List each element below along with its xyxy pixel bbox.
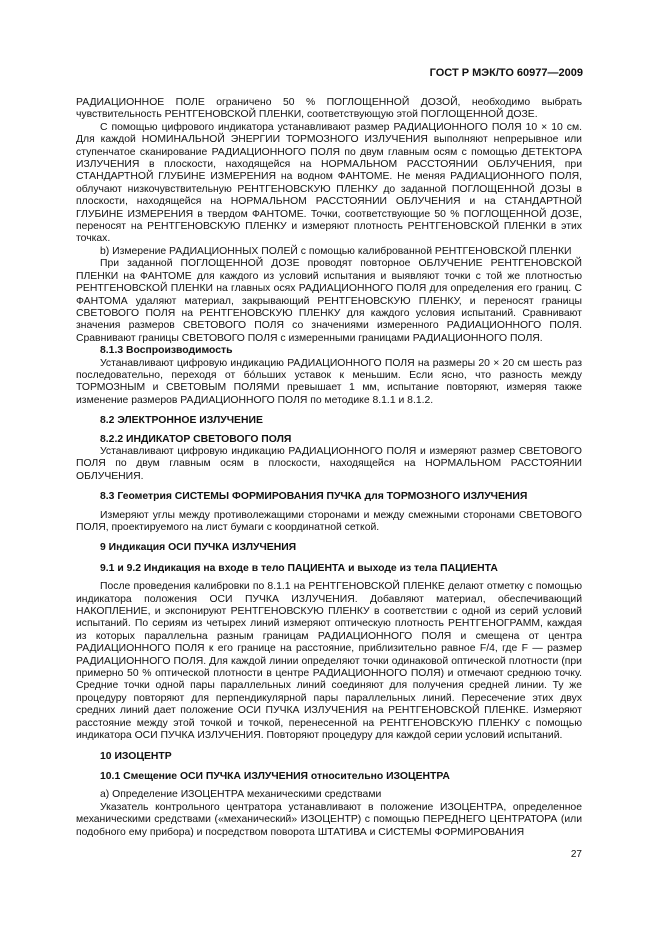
paragraph: РАДИАЦИОННОЕ ПОЛЕ ограничено 50 % ПОГЛОЩЕННОЙ ДОЗОЙ, необходимо выбрать чувствительность РЕНТГЕНОВСКОЙ ПЛЕНКИ, соответствующую этой ПОГЛОЩЕННОЙ ДОЗЕ. xyxy=(76,97,582,121)
document-body xyxy=(76,97,582,839)
standard-header: ГОСТ Р МЭК/ТО 60977—2009 xyxy=(429,67,583,79)
section-heading-8-3: 8.3 Геометрия СИСТЕМЫ ФОРМИРОВАНИЯ ПУЧКА для ТОРМОЗНОГО ИЗЛУЧЕНИЯ xyxy=(100,491,528,503)
paragraph: Устанавливают цифровую индикацию РАДИАЦИОННОГО ПОЛЯ и измеряют размер СВЕТОВОГО ПОЛЯ по двум главным осям в плоскости, находящейся на НОРМАЛЬНОМ РАССТОЯНИИ ОБЛУЧЕНИЯ. xyxy=(76,445,582,482)
paragraph: Указатель контрольного центратора устанавливают в положение ИЗОЦЕНТРА, определенное механическими средствами («механический» ИЗОЦЕНТР) с помощью ПЕРЕДНЕГО ЦЕНТРАТОРА (или подобного ему прибора) и посредством поворота ШТАТИВА и СИСТЕМЫ ФОРМИРОВАНИЯ xyxy=(76,801,582,838)
section-heading-10: 10 ИЗОЦЕНТР xyxy=(100,750,172,762)
paragraph: С помощью цифрового индикатора устанавливают размер РАДИАЦИОННОГО ПОЛЯ 10 × 10 см. Для каждой НОМИНАЛЬНОЙ ЭНЕРГИИ ТОРМОЗНОГО ИЗЛУЧЕНИЯ выполняют непрерывное или ступенчатое сканирование РАДИАЦИОННОГО ПОЛЯ по двум главным осям с помощью ДЕТЕКТОРА ИЗЛУЧЕНИЯ в плоскости, находящейся на НОРМАЛЬНОМ РАССТОЯНИИ ОБЛУЧЕНИЯ, при СТАНДАРТНОЙ ГЛУБИНЕ ИЗМЕРЕНИЯ на водном ФАНТОМЕ. Не меняя РАДИАЦИОННОГО ПОЛЯ, облучают низкочувствительную РЕНТГЕНОВСКУЮ ПЛЕНКУ до заданной ПОГЛОЩЕННОЙ ДОЗЫ в плоскости, находящейся на НОРМАЛЬНОМ РАССТОЯНИИ ОБЛУЧЕНИЯ и на СТАНДАРТНОЙ ГЛУБИНЕ ИЗМЕРЕНИЯ в твердом ФАНТОМЕ. Точки, соответствующие 50 % ПОГЛОЩЕННОЙ ДОЗЕ, переносят на РЕНТГЕНОВСКУЮ ПЛЕНКУ и измеряют плотность РЕНТГЕНОВСКОЙ ПЛЕНКИ в этих точках. xyxy=(76,121,582,245)
section-heading-9: 9 Индикация ОСИ ПУЧКА ИЗЛУЧЕНИЯ xyxy=(100,542,297,554)
paragraph: Устанавливают цифровую индикацию РАДИАЦИОННОГО ПОЛЯ на размеры 20 × 20 см шесть раз последовательно, переходя от бо́льших уставок к меньшим. Если ясно, что разность между ТОРМОЗНЫМ и СВЕТОВЫМ ПОЛЯМИ превышает 1 мм, испытание повторяют, измеряя также изменение размеров РАДИАЦИОННОГО ПОЛЯ по методике 8.1.1 и 8.1.2. xyxy=(76,357,582,406)
list-item-b: b) Измерение РАДИАЦИОННЫХ ПОЛЕЙ с помощью калиброванной РЕНТГЕНОВСКОЙ ПЛЕНКИ xyxy=(100,245,572,257)
section-heading-8-1-3: 8.1.3 Воспроизводимость xyxy=(100,345,233,357)
page-number: 27 xyxy=(570,849,582,860)
paragraph: После проведения калибровки по 8.1.1 на РЕНТГЕНОВСКОЙ ПЛЕНКЕ делают отметку с помощью индикатора положения ОСИ ПУЧКА ИЗЛУЧЕНИЯ. Добавляют материал, обеспечивающий НАКОПЛЕНИЕ, и экспонируют РЕНТГЕНОВСКУЮ ПЛЕНКУ в соответствии с одной из серий условий испытаний. По сериям из четырех линий измеряют оптическую плотность РЕНТГЕНОГРАММ, каждая из которых параллельна разным границам РАДИАЦИОННОГО ПОЛЯ и смещена от центра РАДИАЦИОННОГО ПОЛЯ к его границе на расстояние, приблизительно равное F/4, где F — размер РАДИАЦИОННОГО ПОЛЯ. Для каждой линии определяют точки одинаковой оптической плотности (при примерно 50 % оптической плотности в центре РАДИАЦИОННОГО ПОЛЯ) и отмечают среднюю точку. Средние точки одной пары параллельных линий соединяют для получения средней линии. Ту же процедуру повторяют для перпендикулярной пары параллельных линий. Пересечение этих двух средних линий дает положение ОСИ ПУЧКА ИЗЛУЧЕНИЯ на РЕНТГЕНОВСКОЙ ПЛЕНКЕ. Измеряют расстояние между этой точкой и точкой, перенесенной на РЕНТГЕНОВСКУЮ ПЛЕНКУ с помощью индикатора ОСИ ПУЧКА ИЗЛУЧЕНИЯ. Повторяют процедуру для каждой серии условий испытаний. xyxy=(76,581,582,742)
paragraph: Измеряют углы между противолежащими сторонами и между смежными сторонами СВЕТОВОГО ПОЛЯ, проектируемого на лист бумаги с координатной сеткой. xyxy=(76,509,582,533)
section-heading-8-2-2: 8.2.2 ИНДИКАТОР СВЕТОВОГО ПОЛЯ xyxy=(100,433,292,445)
list-item-a: а) Определение ИЗОЦЕНТРА механическими средствами xyxy=(100,789,382,801)
paragraph: При заданной ПОГЛОЩЕННОЙ ДОЗЕ проводят повторное ОБЛУЧЕНИЕ РЕНТГЕНОВСКОЙ ПЛЕНКИ на ФАНТОМЕ для каждого из условий испытания и выявляют точки с той же плотностью РЕНТГЕНОВСКОЙ ПЛЕНКИ на главных осях РАДИАЦИОННОГО ПОЛЯ для определения его границ. С ФАНТОМА удаляют материал, закрывающий РЕНТГЕНОВСКУЮ ПЛЕНКУ, и переносят границы СВЕТОВОГО ПОЛЯ на РЕНТГЕНОВСКУЮ ПЛЕНКУ для каждого условия испытаний. Сравнивают значения размеров СВЕТОВОГО ПОЛЯ со значениями измеренного РАДИАЦИОННОГО ПОЛЯ. Сравнивают границы СВЕТОВОГО ПОЛЯ с измеренными границами РАДИАЦИОННОГО ПОЛЯ. xyxy=(76,258,582,344)
section-heading-8-2: 8.2 ЭЛЕКТРОННОЕ ИЗЛУЧЕНИЕ xyxy=(100,415,263,427)
section-heading-9-1: 9.1 и 9.2 Индикация на входе в тело ПАЦИЕНТА и выходе из тела ПАЦИЕНТА xyxy=(100,562,498,574)
section-heading-10-1: 10.1 Смещение ОСИ ПУЧКА ИЗЛУЧЕНИЯ относительно ИЗОЦЕНТРА xyxy=(100,770,450,782)
